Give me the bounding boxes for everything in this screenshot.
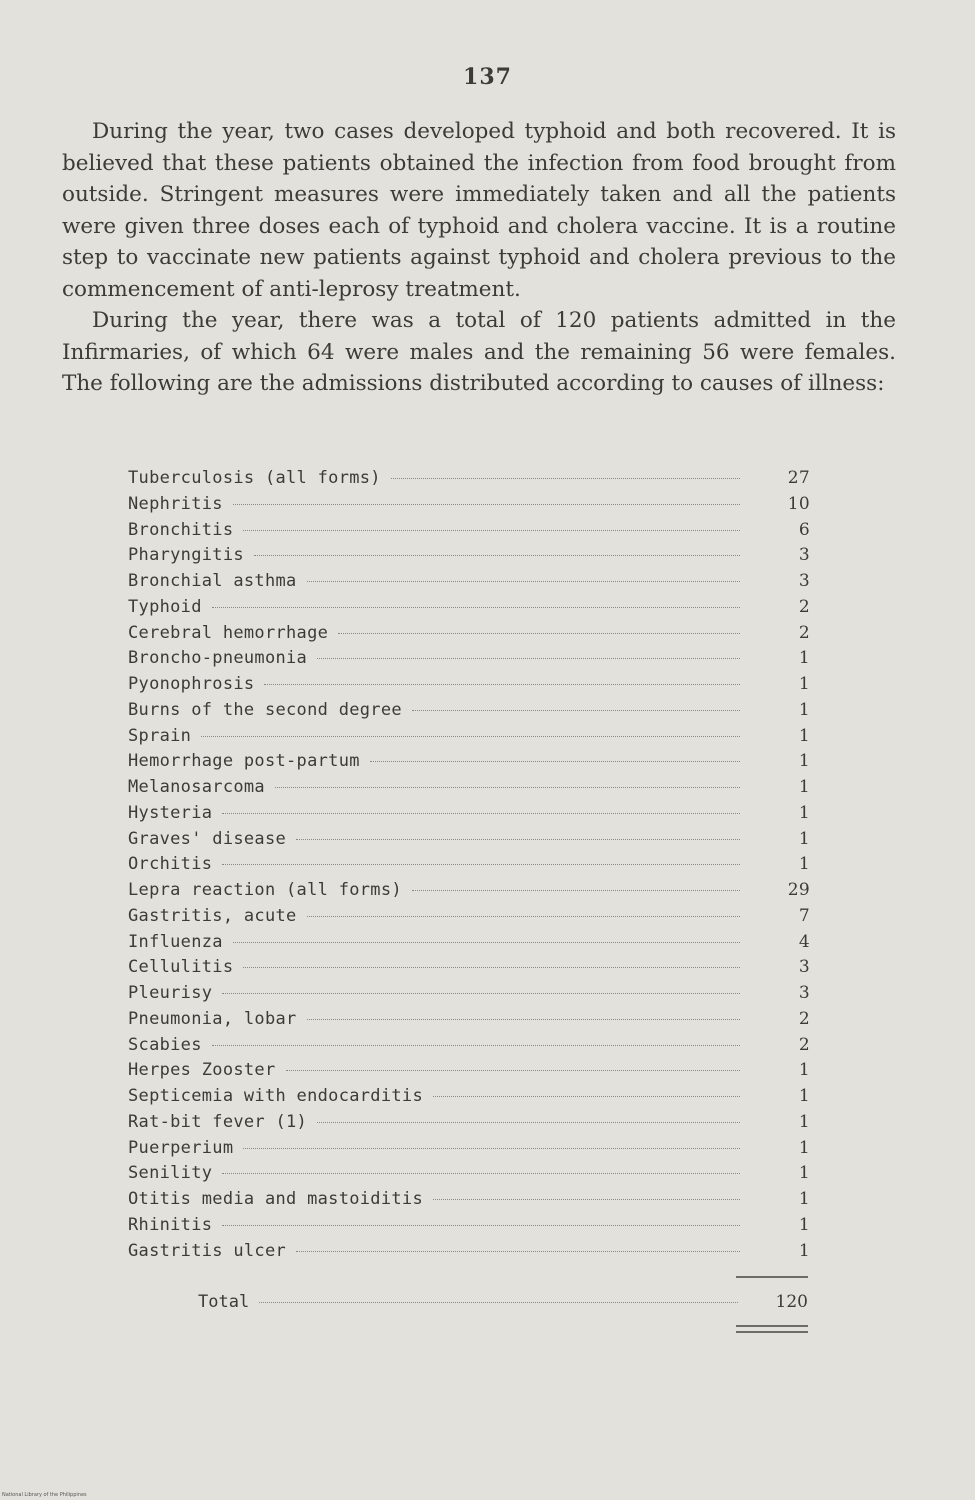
cause-label: Graves' disease [128,828,287,849]
cause-label: Burns of the second degree [128,699,402,720]
count-value: 1 [798,828,810,849]
dot-leader [433,1096,740,1097]
cause-label: Nephritis [128,493,223,514]
cause-label: Hemorrhage post-partum [128,751,360,772]
dot-leader [307,916,740,917]
dot-leader [264,684,740,685]
table-row [128,983,828,1009]
count-value: 10 [787,493,810,514]
count-value: 1 [798,1137,810,1158]
count-value: 6 [798,519,810,540]
cause-label: Gastritis ulcer [128,1240,287,1261]
dot-leader [317,658,740,659]
table-row [128,700,828,726]
count-value: 7 [798,905,810,926]
count-value: 2 [798,622,810,643]
dot-leader [243,967,740,968]
table-row [128,571,828,597]
table-row [128,1163,828,1189]
table-row [128,674,828,700]
table-row [128,468,828,494]
dot-leader [307,1019,740,1020]
cause-label: Hysteria [128,802,213,823]
dot-leader [233,942,740,943]
dot-leader [307,581,740,582]
table-row [128,803,828,829]
dot-leader [222,864,740,865]
cause-label: Septicemia with endocarditis [128,1086,423,1106]
total-row [198,1292,808,1312]
cause-label: Pleurisy [128,983,213,1003]
count-value: 1 [798,751,810,772]
count-value: 2 [798,1008,810,1029]
dot-leader [222,993,740,994]
table-row [128,648,828,674]
cause-label: Sprain [128,725,192,746]
dot-leader [412,890,740,891]
table-row [128,932,828,958]
table-row [128,751,828,777]
cause-label: Broncho-pneumonia [128,648,308,669]
table-row [128,726,828,752]
dot-leader [222,1173,740,1174]
dot-leader [212,607,740,608]
dot-leader [233,504,740,505]
table-row [128,1009,828,1035]
dot-leader [286,1070,741,1071]
total-value: 120 [775,1292,808,1312]
dot-leader [201,736,740,737]
cause-label: Pyonophrosis [128,674,255,694]
total-double-rule [736,1325,808,1333]
table-row [128,597,828,623]
total-leader [259,1302,738,1303]
cause-label: Tuberculosis (all forms) [128,468,381,488]
cause-label: Bronchial asthma [128,571,297,591]
cause-label: Rhinitis [128,1214,213,1235]
cause-label: Senility [128,1163,213,1184]
count-value: 2 [798,596,810,617]
count-value: 1 [798,1111,810,1132]
dot-leader [296,1251,740,1252]
dot-leader [275,787,740,788]
dot-leader [412,710,740,711]
table-row [128,623,828,649]
table-row [128,854,828,880]
cause-label: Scabies [128,1034,202,1055]
table-row [128,777,828,803]
cause-label: Puerperium [128,1137,234,1158]
dot-leader [317,1122,740,1123]
admissions-table [128,468,828,1266]
count-value: 1 [798,699,810,720]
table-row [128,1189,828,1215]
cause-label: Typhoid [128,596,202,617]
count-value: 1 [798,1163,810,1184]
count-value: 1 [798,1060,810,1081]
cause-label: Influenza [128,931,223,952]
table-row [128,957,828,983]
count-value: 2 [798,1034,810,1055]
dot-leader [338,633,740,634]
table-row [128,545,828,571]
dot-leader [222,1225,740,1226]
count-value: 4 [798,931,810,952]
paragraph-typhoid: During the year, two cases developed typhoid and both recovered. It is believed that these patients obtained the infection from food brought from outside. Stringent measures were immediately taken and all the patients were given three doses each of typhoid and cholera vaccine. It is a routine step to vaccinate new patients against typhoid and cholera previous to the commencement of anti-leprosy treatment. [62,119,896,302]
count-value: 3 [798,545,810,566]
dot-leader [243,1148,740,1149]
count-value: 3 [798,571,810,591]
dot-leader [391,478,740,479]
body-text [62,116,896,400]
cause-label: Bronchitis [128,519,234,540]
count-value: 1 [798,1240,810,1261]
count-value: 1 [798,854,810,875]
table-row [128,520,828,546]
count-value: 3 [798,983,810,1003]
cause-label: Pneumonia, lobar [128,1008,297,1029]
dot-leader [296,839,740,840]
count-value: 1 [798,1189,810,1209]
count-value: 1 [798,1086,810,1106]
table-row [128,1060,828,1086]
count-value: 1 [798,1214,810,1235]
cause-label: Gastritis, acute [128,905,297,926]
count-value: 1 [798,725,810,746]
table-row [128,1112,828,1138]
cause-label: Cerebral hemorrhage [128,622,329,643]
count-value: 27 [787,468,810,488]
count-value: 3 [798,957,810,978]
table-row [128,829,828,855]
cause-label: Orchitis [128,854,213,875]
count-value: 1 [798,674,810,694]
cause-label: Otitis media and mastoiditis [128,1189,423,1209]
table-row [128,1035,828,1061]
cause-label: Melanosarcoma [128,777,265,797]
table-row [128,494,828,520]
subtotal-rule [736,1276,808,1278]
count-value: 1 [798,648,810,669]
cause-label: Lepra reaction (all forms) [128,880,402,900]
dot-leader [212,1045,740,1046]
cause-label: Herpes Zooster [128,1060,276,1081]
dot-leader [222,813,740,814]
table-row [128,1215,828,1241]
count-value: 29 [787,880,810,900]
page-number: 137 [463,64,512,90]
table-row [128,1138,828,1164]
dot-leader [254,555,740,556]
scan-footer: National Library of the Philippines [2,1492,87,1498]
table-row [128,1086,828,1112]
paragraph-admissions: During the year, there was a total of 120 patients admitted in the Infirmaries, of which 64 were males and the remaining 56 were females. The following are the admissions distributed according to causes of illness: [62,308,896,396]
dot-leader [370,761,740,762]
count-value: 1 [798,802,810,823]
table-row [128,880,828,906]
dot-leader [433,1199,740,1200]
count-value: 1 [798,777,810,797]
cause-label: Rat-bit fever (1) [128,1111,308,1132]
total-label: Total [198,1292,250,1312]
table-row [128,1241,828,1267]
cause-label: Cellulitis [128,957,234,978]
cause-label: Pharyngitis [128,545,244,566]
table-row [128,906,828,932]
dot-leader [243,530,740,531]
